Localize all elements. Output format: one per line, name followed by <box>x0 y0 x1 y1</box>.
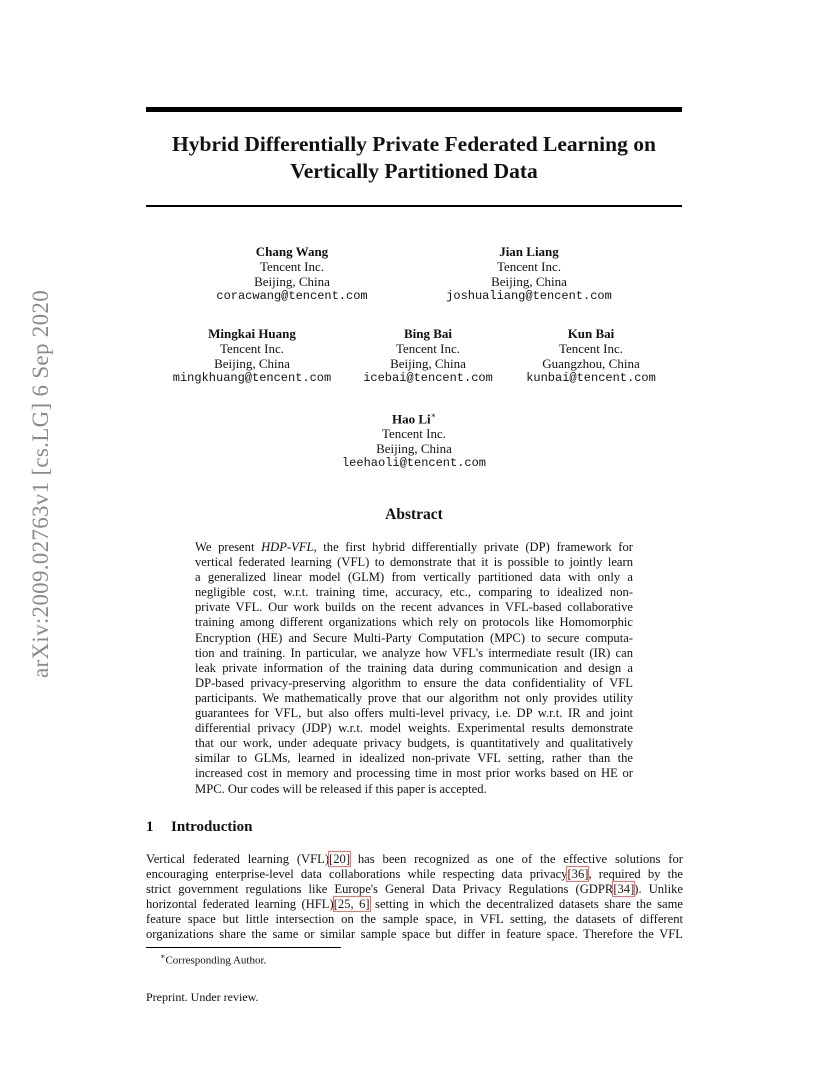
author-block <box>162 326 342 386</box>
abstract-line: guarantees for VFL, but also offers multi-level privacy, i.e. DP w.r.t. IR and joint <box>195 706 633 721</box>
author-name: Mingkai Huang <box>208 326 296 341</box>
preprint-footer: Preprint. Under review. <box>146 990 259 1004</box>
author-email[interactable]: mingkhuang@tencent.com <box>172 371 332 385</box>
author-location: Beijing, China <box>390 356 466 371</box>
author-block <box>516 326 666 386</box>
abstract-line: private VFL. Our work builds on the recent advances in VFL-based collaborative <box>195 600 633 615</box>
title-top-rule <box>146 107 682 112</box>
abstract-line: We present HDP-VFL, the first hybrid differentially private (DP) framework for <box>195 540 633 554</box>
citation-link[interactable]: [25, 6] <box>333 897 370 912</box>
abstract-heading: Abstract <box>385 506 443 523</box>
intro-line: encouraging enterprise-level data collaborations while respecting data privacy[36], required by the <box>146 867 684 882</box>
abstract-line: Encryption (HE) and Secure Multi-Party Computation (MPC) to secure computa- <box>195 630 633 645</box>
author-email[interactable]: joshualiang@tencent.com <box>446 289 612 303</box>
footnote <box>160 952 266 967</box>
intro-line: Vertical federated learning (VFL)[20] has been recognized as one of the effective solutions for <box>146 852 683 866</box>
author-location: Guangzhou, China <box>542 356 640 371</box>
citation-link[interactable]: [36] <box>567 867 589 882</box>
abstract-line: differential privacy (JDP) w.r.t. model weights. Experimental results demonstrate <box>195 721 633 736</box>
author-email[interactable]: coracwang@tencent.com <box>216 289 368 303</box>
citation-link[interactable]: [20] <box>329 852 351 866</box>
author-block <box>192 244 392 304</box>
author-location: Beijing, China <box>214 356 290 371</box>
footnote-mark: ∗ <box>160 952 166 961</box>
abstract-line: a generalized linear model (GLM) from vertically partitioned data with only a <box>195 570 633 585</box>
author-location: Beijing, China <box>491 274 567 289</box>
author-affiliation: Tencent Inc. <box>219 341 285 356</box>
arxiv-identifier: arXiv:2009.02763v1 [cs.LG] 6 Sep 2020 <box>28 290 53 678</box>
author-name: Chang Wang <box>255 244 329 259</box>
author-name: Kun Bai <box>567 326 615 341</box>
author-block <box>352 326 504 386</box>
intro-line: organizations share the same or similar sample space but differ in feature space. Therefore the VFL <box>146 927 683 942</box>
author-block <box>314 408 514 471</box>
author-location: Beijing, China <box>254 274 330 289</box>
citation-link[interactable]: [34] <box>613 882 635 897</box>
abstract-body <box>195 540 633 797</box>
abstract-line: similar to GLMs, learned in idealized non-private VFL setting, rather than the <box>195 751 633 766</box>
abstract-line: increased cost in memory and processing time in most prior works based on HE or <box>195 766 633 781</box>
arxiv-side-label <box>28 290 53 678</box>
section-title: Introduction <box>171 819 253 835</box>
author-name: Hao Li∗ <box>391 411 437 427</box>
section-heading <box>146 819 252 836</box>
section-number: 1 <box>146 819 154 835</box>
author-name: Jian Liang <box>499 244 559 259</box>
abstract-line: that our work, under adequate privacy budgets, is quantitatively and qualitatively <box>195 736 633 751</box>
title-line-1: Hybrid Differentially Private Federated Learning on <box>172 132 656 156</box>
footnote-text: Corresponding Author. <box>165 954 267 967</box>
title-bottom-rule <box>146 205 682 207</box>
abstract-line: negligible cost, w.r.t. training time, accuracy, etc., comparing to idealized non- <box>195 585 633 600</box>
author-affiliation: Tencent Inc. <box>381 426 447 442</box>
author-affiliation: Tencent Inc. <box>395 341 461 356</box>
abstract-line: training among different organizations which rely on protocols like Homomorphic <box>195 615 633 630</box>
intro-line: strict government regulations like Europe's General Data Privacy Regulations (GDPR[34]). Unlike <box>146 882 683 897</box>
author-block <box>424 244 634 304</box>
abstract-line: vertical federated learning (VFL) to demonstrate that it is possible to jointly learn <box>195 555 633 570</box>
intro-line: horizontal federated learning (HFL)[25, 6] setting in which the decentralized datasets share the same <box>146 897 684 912</box>
author-affiliation: Tencent Inc. <box>496 259 562 274</box>
intro-line: feature space but little intersection on the sample space, in VFL setting, the datasets of different <box>146 912 683 927</box>
intro-body <box>146 852 683 943</box>
framework-name: HDP-VFL <box>261 540 314 554</box>
author-name: Bing Bai <box>403 326 453 341</box>
author-location: Beijing, China <box>376 441 452 457</box>
abstract-line: tion and training. In particular, we analyze how VFL's intermediate result (IR) can <box>195 645 633 660</box>
author-email[interactable]: icebai@tencent.com <box>363 371 493 385</box>
title-line-2: Vertically Partitioned Data <box>290 159 538 183</box>
author-email[interactable]: leehaoli@tencent.com <box>341 456 487 471</box>
author-affiliation: Tencent Inc. <box>558 341 624 356</box>
abstract-line: participants. We mathematically prove that our algorithm not only provides utility <box>195 690 633 705</box>
paper-title <box>146 131 682 185</box>
abstract-line: MPC. Our codes will be released if this paper is accepted. <box>195 781 487 796</box>
footnote-rule <box>146 947 341 948</box>
abstract-line: leak private information of the training data during communication and design a <box>195 660 633 675</box>
author-email[interactable]: kunbai@tencent.com <box>526 371 656 385</box>
author-affiliation: Tencent Inc. <box>259 259 325 274</box>
corresponding-mark: ∗ <box>430 411 437 420</box>
abstract-line: DP-based privacy-preserving algorithm to ensure the data confidentiality of VFL <box>195 675 633 690</box>
